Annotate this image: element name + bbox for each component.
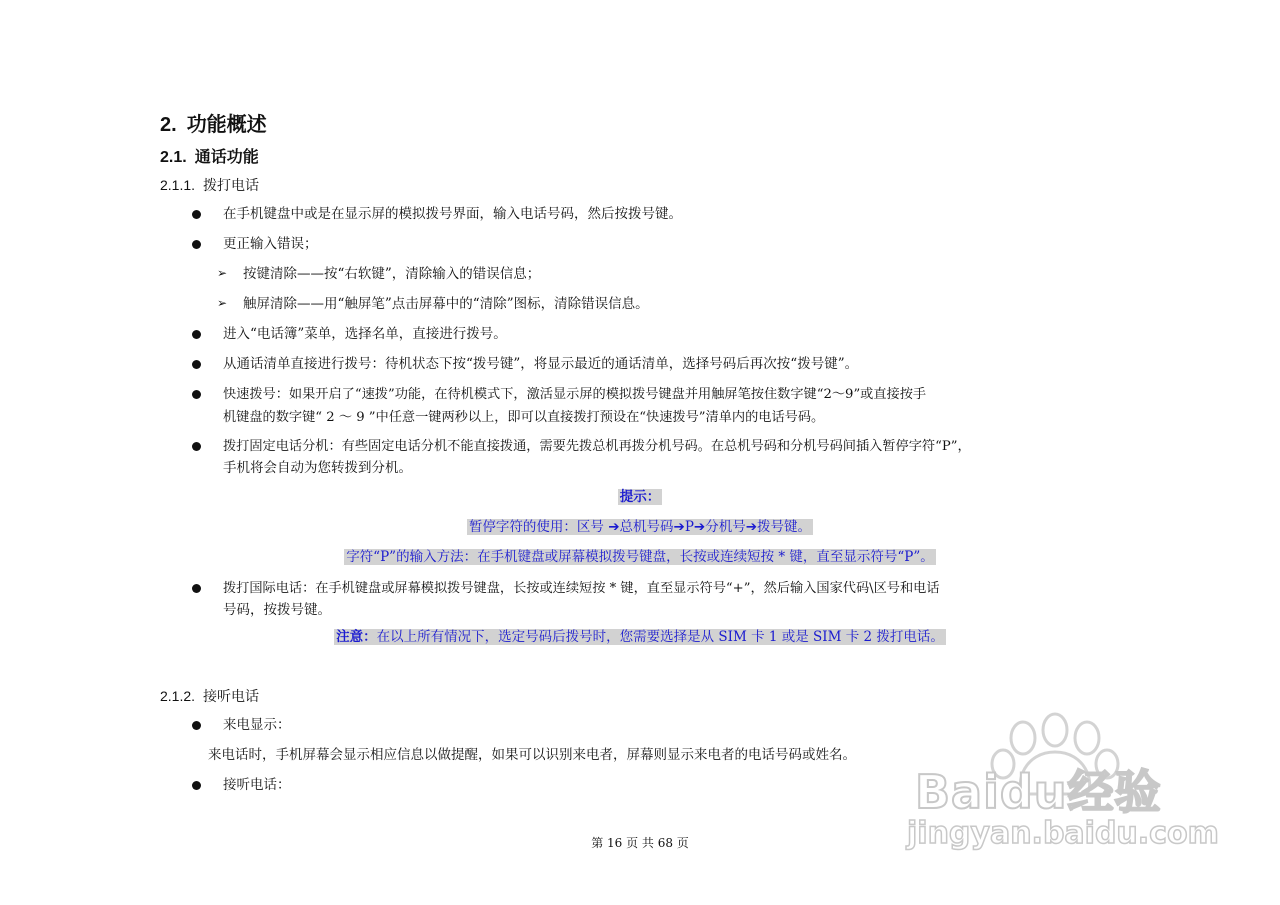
watermark-brand: Baidu经验 [915,765,1162,819]
sub-list-item: 按键清除——按“右软键”，清除输入的错误信息； [243,266,541,282]
bullet-icon [192,360,201,369]
subsection-number: 2.1. [160,149,187,166]
heading-2-1-1-title: 拨打电话 [203,178,260,194]
list-item-line: 拨打固定电话分机：有些固定电话分机不能直接拨通，需要先拨总机再拨分机号码。在总机号码和分机号码间插入暂停字符“P”， [223,439,971,454]
heading-2-1-2 [160,686,259,706]
tip-title: 提示： [619,489,661,505]
section-title: 功能概述 [186,114,267,136]
section-number: 2. [160,114,177,136]
bullet-icon [192,584,201,593]
tip-line-1 [0,516,1280,537]
paragraph: 来电话时，手机屏幕会显示相应信息以做提醒，如果可以识别来电者，屏幕则显示来电者的电话号码或姓名。 [208,747,856,763]
heading-2-1-2-title: 接听电话 [203,689,260,705]
list-item: 进入“电话簿”菜单，选择名单，直接进行拨号。 [223,326,507,342]
heading-2-1-1 [160,175,259,195]
note-line [0,626,1280,647]
bullet-icon [192,210,201,219]
list-item-line: 快速拨号：如果开启了“速拨”功能，在待机模式下，激活显示屏的模拟拨号键盘并用触屏笔按住数字键“2～9”或直接按手 [223,387,927,402]
list-item: 来电显示： [223,717,291,733]
arrow-bullet-icon: ➢ [217,266,228,280]
bullet-icon [192,721,201,730]
list-item-line: 手机将会自动为您转拨到分机。 [223,460,412,476]
list-item: 在手机键盘中或是在显示屏的模拟拨号界面，输入电话号码，然后按拨号键。 [223,206,682,222]
section-heading [160,108,267,137]
page-footer: 第 16 页 共 68 页 [591,836,689,850]
arrow-bullet-icon: ➢ [217,296,228,310]
bullet-icon [192,240,201,249]
bullet-icon [192,781,201,790]
bullet-icon [192,390,201,399]
list-item: 更正输入错误； [223,236,318,252]
subsection-title: 通话功能 [194,149,259,166]
bullet-icon [192,330,201,339]
baidu-watermark [905,712,1219,862]
note-label: 注意： [336,629,377,645]
list-item-line: 机键盘的数字键“ 2 ～ 9 ”中任意一键两秒以上，即可以直接拨打预设在“快速拨号”清单内的电话号码。 [223,410,825,425]
note-text: 在以上所有情况下，选定号码后拨号时，您需要选择是从 SIM 卡 1 或是 SIM 卡 2 拨打电话。 [376,629,944,645]
watermark-url: jingyan.baidu.com [907,816,1219,851]
list-item: 接听电话： [223,777,291,793]
subsection-heading [160,144,259,167]
note-box [334,629,946,645]
sub-list-item: 触屏清除——用“触屏笔”点击屏幕中的“清除”图标，清除错误信息。 [243,296,649,312]
tip-title-line [0,486,1280,507]
heading-2-1-2-number: 2.1.2. [160,688,196,704]
tip-line-2 [0,546,1280,567]
tip-text-2: 字符“P”的输入方法：在手机键盘或屏幕模拟拨号键盘，长按或连续短按 * 键，直至显示符号“P”。 [346,549,934,565]
bullet-icon [192,442,201,451]
list-item: 从通话清单直接进行拨号：待机状态下按“拨号键”，将显示最近的通话清单，选择号码后再次按“拨号键”。 [223,356,859,372]
tip-text-1: 暂停字符的使用：区号 ➔总机号码➔P➔分机号➔拨号键。 [468,519,812,535]
list-item-line: 号码，按拨号键。 [223,602,331,618]
list-item-line: 拨打国际电话：在手机键盘或屏幕模拟拨号键盘，长按或连续短按 * 键，直至显示符号“+”，然后输入国家代码\区号和电话 [223,581,940,596]
heading-2-1-1-number: 2.1.1. [160,177,196,193]
